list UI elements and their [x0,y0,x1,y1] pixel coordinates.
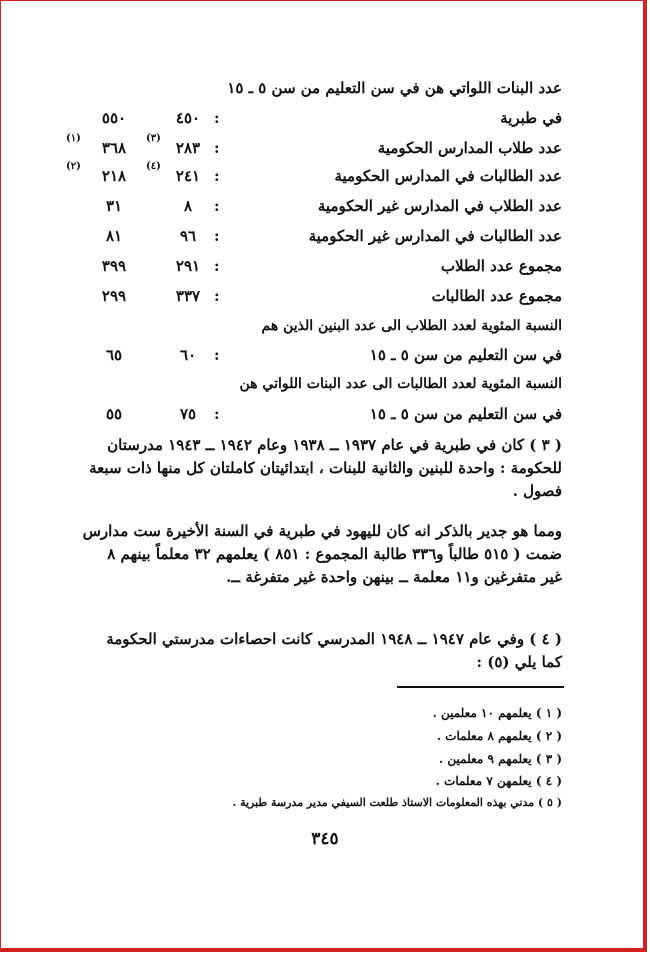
stat-value-1: ٣٣٧ [175,287,201,305]
stat-value-2: ٣٦٨ [101,139,127,157]
stat-colon: : [214,227,220,245]
stat-colon: : [214,257,220,275]
stat-colon: : [214,109,220,127]
stat-colon: : [214,197,220,215]
stat-colon: : [214,287,220,305]
footnote: ( ٤ ) يعلمهن ٧ معلمات . [435,774,562,788]
stat-value-2: ٨١ [105,227,123,245]
footnote: ( ٢ ) يعلمهم ٨ معلمات . [436,729,562,743]
stat-value-2: ٥٥ [105,405,123,423]
footnote: ( ٥ ) مدني بهذه المعلومات الاستاذ طلعت السيفي مدير مدرسة طبرية . [232,796,562,809]
stat-value-2: ٢١٨ [101,167,127,185]
footnote-ref: (٢) [66,161,81,172]
stat-value-1: ٢٨٣ [175,139,201,157]
stat-label: في سن التعليم من سن ٥ ـ ١٥ [369,346,562,364]
footnote-rule [397,686,564,688]
stat-value-2: ٣٩٩ [101,257,127,275]
footnote-ref: (٤) [146,161,161,172]
paragraph-4: ( ٤ ) وفي عام ١٩٤٧ ــ ١٩٤٨ المدرسي كانت احصاءات مدرستي الحكومة كما يلي (٥) : [106,630,562,671]
stat-label: مجموع عدد الطالبات [431,287,562,305]
paragraph-3: ( ٣ ) كان في طبرية في عام ١٩٣٧ ــ ١٩٣٨ وعام ١٩٤٢ ــ ١٩٤٣ مدرستان للحكومة : واحدة للبنين والثانية للبنات ، ابتدائيتان كاملتان كل منها ذات سبعة فصول . [89,436,562,500]
pct-boys-title: النسبة المئوية لعدد الطلاب الى عدد البنين الذين هم [261,318,562,334]
stat-value-2: ٥٥٠ [101,109,127,127]
pct-girls-title: النسبة المئوية لعدد الطالبات الى عدد البنات اللواتي هن [239,376,562,392]
footnote: ( ٣ ) يعلمهم ٩ معلمين . [439,752,562,766]
footnote-ref: (٣) [146,133,161,144]
footnote: ( ١ ) يعلمهم ١٠ معلمين . [432,706,562,720]
stat-colon: : [214,167,220,185]
stat-colon: : [214,405,220,423]
stat-colon: : [214,346,220,364]
page-number: ٣٤٥ [311,829,339,849]
footnote-ref: (١) [66,133,81,144]
stat-value-1: ٩٦ [179,227,197,245]
stat-value-1: ٤٥٠ [175,109,201,127]
stat-label: عدد الطالبات في المدارس غير الحكومية [308,227,562,245]
stat-label: عدد طلاب المدارس الحكومية [377,139,562,157]
stat-value-1: ٨ [183,197,193,215]
paragraph-jewish-schools: ومما هو جدير بالذكر انه كان لليهود في طبرية في السنة الأخيرة ست مدارس ضمت ( ٥١٥ طالباً و٣٣٦ طالبة المجموع : ٨٥١ ) يعلمهم ٣٢ معلماً بينهم ٨ غير متفرغين و١١ معلمة ــ بينهن واحدة غير متفرغة ــ. [82,522,562,586]
girls-count-heading: عدد البنات اللواتي هن في سن التعليم من سن ٥ ـ ١٥ [227,79,562,97]
stat-label: عدد الطالبات في المدارس الحكومية [334,167,562,185]
stat-label: مجموع عدد الطلاب [440,257,562,275]
stat-value-1: ٦٠ [179,346,197,364]
stat-value-1: ٢٩١ [175,257,201,275]
stat-label: في طبرية [500,109,562,127]
stat-value-1: ٢٤١ [175,167,201,185]
stat-label: في سن التعليم من سن ٥ ـ ١٥ [369,405,562,423]
stat-value-2: ٣١ [105,197,123,215]
stat-colon: : [214,139,220,157]
stat-value-2: ٦٥ [105,346,123,364]
stat-label: عدد الطلاب في المدارس غير الحكومية [317,197,562,215]
stat-value-1: ٧٥ [179,405,197,423]
stat-value-2: ٢٩٩ [101,287,127,305]
